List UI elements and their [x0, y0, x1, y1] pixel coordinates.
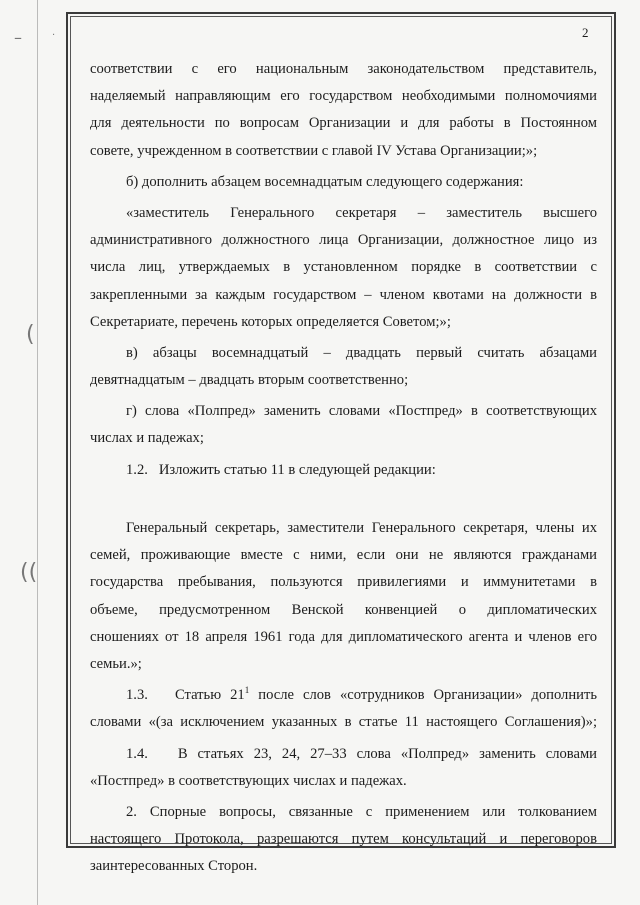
paragraph-9: [90, 741, 597, 795]
text-line: девятнадцатым – двадцать вторым соответственно;: [90, 372, 409, 389]
text-line: административного должностного лица Организации, должностное лицо из: [90, 232, 597, 249]
text-line: наделяемый направляющим его государством необходимыми полномочиями: [90, 88, 597, 105]
scan-edge-line: [37, 0, 38, 905]
text-line: заинтересованных Сторон.: [90, 858, 258, 875]
page-number: 2: [582, 25, 589, 40]
text-line: г) слова «Полпред» заменить словами «Постпред» в соответствующих: [126, 403, 597, 420]
paragraph-10: [90, 799, 597, 881]
text-line: соответствии с его национальным законодательством представитель,: [90, 61, 597, 77]
text-line: семей, проживающие вместе с ними, если они не являются гражданами: [90, 547, 597, 564]
text-line: Генеральный секретарь, заместители Генерального секретаря, члены их: [126, 520, 597, 536]
text-line: закрепленными за каждым государством – членом квотами на должности в: [90, 286, 597, 303]
text-line: «заместитель Генерального секретаря – заместитель высшего: [126, 204, 597, 221]
text-line: совете, учрежденном в соответствии с главой IV Устава Организации;»;: [90, 142, 538, 159]
text-line: в) абзацы восемнадцатый – двадцать первый считать абзацами: [126, 344, 597, 361]
superscript: 1: [244, 685, 250, 696]
text-line: настоящего Протокола, разрешаются путем консультаций и переговоров: [90, 831, 597, 848]
text-span: 1.3. Статью 21: [126, 687, 245, 704]
text-line: сношениях от 18 апреля 1961 года для дипломатического агента и членов его: [90, 628, 597, 645]
text-line: б) дополнить абзацем восемнадцатым следующего содержания:: [126, 173, 524, 190]
paragraph-2: [90, 169, 597, 196]
text-line: для деятельности по вопросам Организации и для работы в Постоянном: [90, 115, 597, 132]
text-line: 1.2. Изложить статью 11 в следующей редакции:: [126, 461, 436, 478]
text-line: 1.4. В статьях 23, 24, 27–33 слова «Полпред» заменить словами: [126, 745, 597, 762]
article-heading: [90, 484, 597, 511]
scan-mark-dot: ·: [52, 30, 56, 41]
text-line: объеме, предусмотренном Венской конвенцией о дипломатических: [90, 601, 597, 618]
text-line: [90, 682, 597, 709]
scan-mark-bracket-2: ((: [20, 560, 38, 585]
paragraph-1: [90, 56, 597, 165]
scan-mark-top: –: [14, 28, 22, 47]
document-body: [90, 56, 597, 880]
paragraph-5: [90, 398, 597, 452]
paragraph-6: [90, 457, 597, 484]
text-line: семьи.»;: [90, 655, 142, 672]
text-line: «Постпред» в соответствующих числах и падежах.: [90, 772, 407, 789]
text-line: государства пребывания, пользуются привилегиями и иммунитетами в: [90, 574, 597, 591]
paragraph-8: [90, 682, 597, 736]
text-line: числах и падежах;: [90, 430, 204, 447]
text-line: 2. Спорные вопросы, связанные с применением или толкованием: [126, 803, 597, 820]
scan-mark-bracket-1: (: [26, 322, 35, 347]
paragraph-3: [90, 200, 597, 336]
paragraph-4: [90, 340, 597, 394]
text-line: числа лиц, утверждаемых в установленном порядке в соответствии с: [90, 259, 597, 276]
text-line: Секретариате, перечень которых определяется Советом;»;: [90, 313, 451, 330]
text-span: после слов «сотрудников Организации» дополнить: [249, 687, 597, 704]
text-line: словами «(за исключением указанных в статье 11 настоящего Соглашения)»;: [90, 714, 597, 731]
paragraph-7: [90, 515, 597, 678]
